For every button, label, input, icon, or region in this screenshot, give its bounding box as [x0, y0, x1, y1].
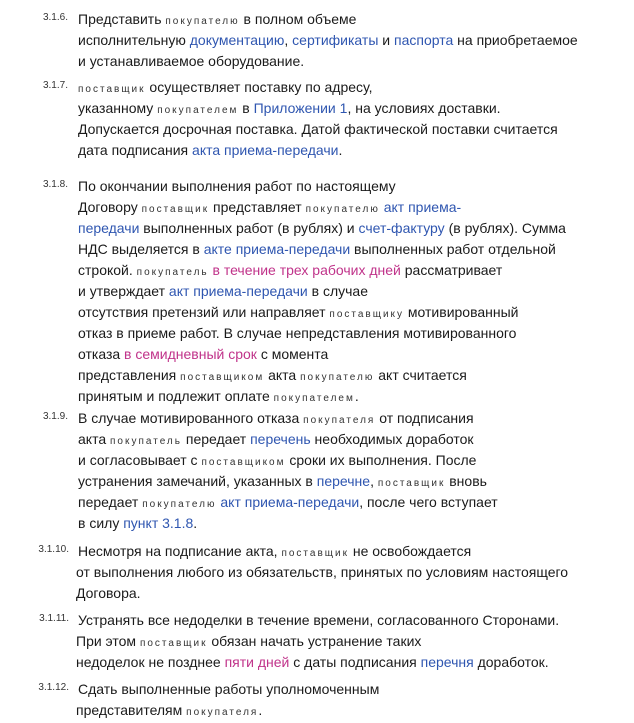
text-fragment: , на условиях доставки. — [347, 100, 501, 116]
document-link[interactable]: акт приема- — [383, 199, 462, 215]
text-fragment: дата подписания — [78, 142, 193, 158]
text-fragment: , — [370, 473, 378, 489]
clause-line — [0, 140, 634, 161]
clause-line — [0, 450, 634, 471]
text-fragment: Договора. — [76, 585, 141, 601]
clause-number: 3.1.9. — [42, 411, 68, 422]
text-fragment: . — [193, 515, 198, 531]
text-fragment: передает — [181, 431, 251, 447]
clause-line — [0, 679, 634, 700]
text-fragment: с момента — [256, 346, 329, 362]
clause-number: 3.1.11. — [39, 613, 69, 624]
clause-line — [0, 197, 634, 218]
clause-line — [0, 176, 634, 197]
clause-line — [0, 408, 634, 429]
document-link[interactable]: документацию — [189, 32, 285, 48]
text-fragment: представителям — [76, 702, 187, 718]
clause-line — [0, 492, 634, 513]
party-term: поставщику — [329, 309, 405, 320]
clause — [0, 408, 634, 534]
clause-line — [0, 239, 634, 260]
text-fragment: вновь — [445, 473, 487, 489]
clause — [0, 9, 634, 72]
text-fragment: отказа — [78, 346, 125, 362]
text-fragment: выполненных работ отдельной — [350, 241, 556, 257]
deadline-term: в семидневный срок — [124, 346, 257, 362]
clause-line — [0, 583, 634, 604]
party-term: поставщик — [377, 478, 446, 489]
document-link[interactable]: акта приема-передачи — [192, 142, 339, 158]
party-term: покупатель — [136, 267, 209, 278]
text-fragment: и согласовывает с — [78, 452, 202, 468]
party-term: покупателю — [300, 372, 375, 383]
text-fragment: осуществляет поставку по адресу, — [145, 79, 373, 95]
text-fragment: . — [338, 142, 343, 158]
party-term: покупатель — [110, 436, 182, 447]
deadline-term: пяти дней — [224, 654, 290, 670]
clause-number: 3.1.8. — [42, 179, 68, 190]
party-term: поставщик — [141, 204, 210, 215]
document-link[interactable]: акт приема-передачи — [220, 494, 360, 510]
clause-line — [0, 652, 634, 673]
clause-line — [0, 344, 634, 365]
text-fragment: не освобождается — [348, 543, 472, 559]
clause-line — [0, 513, 634, 534]
text-fragment: устранения замечаний, указанных в — [78, 473, 317, 489]
clause-number: 3.1.7. — [42, 80, 68, 91]
text-fragment: , после чего вступает — [359, 494, 498, 510]
text-fragment: доработок. — [473, 654, 549, 670]
text-fragment: акт считается — [374, 367, 467, 383]
text-fragment: Сдать выполненные работы уполномоченным — [78, 681, 380, 697]
text-fragment: отказ в приеме работ. В случае непредставления мотивированного — [78, 325, 517, 341]
clause-line — [0, 77, 634, 98]
clause-line — [0, 386, 634, 407]
document-link[interactable]: Приложении 1 — [253, 100, 348, 116]
text-fragment: и утверждает — [78, 283, 169, 299]
text-fragment: обязан начать устранение таких — [207, 633, 422, 649]
document-link[interactable]: перечне — [316, 473, 371, 489]
clause-line — [0, 9, 634, 30]
document-link[interactable]: акт приема-передачи — [168, 283, 308, 299]
text-fragment: и — [378, 32, 394, 48]
clause-line — [0, 610, 634, 631]
clause-number: 3.1.12. — [38, 682, 69, 693]
text-fragment: . — [258, 702, 263, 718]
text-fragment: мотивированный — [404, 304, 519, 320]
document-link[interactable]: перечень — [250, 431, 311, 447]
text-fragment: акта — [78, 431, 110, 447]
text-fragment: акта — [264, 367, 301, 383]
document-link[interactable]: акте приема-передачи — [203, 241, 351, 257]
clause-line — [0, 365, 634, 386]
clause-line — [0, 323, 634, 344]
clause — [0, 541, 634, 604]
text-fragment: Несмотря на подписание акта, — [78, 543, 282, 559]
text-fragment: недоделок не позднее — [76, 654, 225, 670]
text-fragment: Допускается досрочная поставка. Датой фактической поставки считается — [78, 121, 558, 137]
text-fragment: передает — [78, 494, 143, 510]
text-fragment: Представить — [78, 11, 166, 27]
text-fragment: от подписания — [375, 410, 474, 426]
text-fragment: выполненных работ (в рублях) и — [139, 220, 359, 236]
text-fragment: рассматривает — [400, 262, 503, 278]
party-term: покупателю — [305, 204, 380, 215]
text-fragment: от выполнения любого из обязательств, принятых по условиям настоящего — [76, 564, 569, 580]
party-term: поставщик — [281, 548, 349, 559]
text-fragment: в случае — [307, 283, 368, 299]
party-term: поставщик — [139, 638, 208, 649]
text-fragment: отсутствия претензий или направляет — [78, 304, 330, 320]
document-link[interactable]: перечня — [420, 654, 474, 670]
party-term: покупателем — [157, 105, 239, 116]
clause-line — [0, 700, 634, 721]
text-fragment: в — [238, 100, 254, 116]
text-fragment: на приобретаемое — [453, 32, 578, 48]
text-fragment: (в рублях). Сумма — [444, 220, 566, 236]
clause-line — [0, 562, 634, 583]
clause-line — [0, 541, 634, 562]
clause-line — [0, 30, 634, 51]
party-term: поставщиком — [201, 457, 286, 468]
party-term: поставщик — [78, 84, 146, 95]
clause — [0, 610, 634, 673]
text-fragment: По окончании выполнения работ по настоящему — [78, 178, 396, 194]
clause-line — [0, 471, 634, 492]
text-fragment: и устанавливаемое оборудование. — [78, 53, 305, 69]
clause-line — [0, 260, 634, 281]
text-fragment: представления — [78, 367, 181, 383]
clause-line — [0, 218, 634, 239]
clause-number: 3.1.10. — [38, 544, 69, 555]
clause — [0, 679, 634, 721]
text-fragment: представляет — [209, 199, 306, 215]
document-link[interactable]: сертификаты — [292, 32, 379, 48]
text-fragment: строкой. — [78, 262, 137, 278]
text-fragment: Договору — [78, 199, 142, 215]
clause-line — [0, 51, 634, 72]
text-fragment: Устранять все недоделки в течение времени, согласованного Сторонами. — [78, 612, 560, 628]
clause-line — [0, 98, 634, 119]
document-link[interactable]: пункт 3.1.8 — [123, 515, 194, 531]
clause-line — [0, 631, 634, 652]
text-fragment: в силу — [78, 515, 124, 531]
text-fragment: необходимых доработок — [310, 431, 474, 447]
document-link[interactable]: передачи — [78, 220, 140, 236]
document-link[interactable]: счет-фактуру — [358, 220, 445, 236]
text-fragment: с даты подписания — [289, 654, 421, 670]
clause — [0, 176, 634, 407]
text-fragment: . — [354, 388, 359, 404]
clause-line — [0, 429, 634, 450]
party-term: покупателем — [273, 393, 355, 404]
text-fragment: При этом — [76, 633, 140, 649]
party-term: поставщиком — [180, 372, 265, 383]
party-term: покупателю — [142, 499, 217, 510]
party-term: покупателю — [165, 16, 240, 27]
clause-line — [0, 281, 634, 302]
text-fragment: в полном объеме — [239, 11, 357, 27]
clause-number: 3.1.6. — [42, 12, 68, 23]
text-fragment: указанному — [78, 100, 158, 116]
text-fragment: исполнительную — [78, 32, 190, 48]
text-fragment: принятым и подлежит оплате — [78, 388, 274, 404]
party-term: покупателя — [303, 415, 376, 426]
clause — [0, 77, 634, 161]
text-fragment: В случае мотивированного отказа — [78, 410, 304, 426]
clause-line — [0, 302, 634, 323]
text-fragment: , — [284, 32, 293, 48]
document-link[interactable]: паспорта — [394, 32, 454, 48]
party-term: покупателя — [186, 707, 259, 718]
clause-line — [0, 119, 634, 140]
text-fragment: сроки их выполнения. После — [285, 452, 477, 468]
deadline-term: в течение трех рабочих дней — [212, 262, 401, 278]
text-fragment: НДС выделяется в — [78, 241, 204, 257]
